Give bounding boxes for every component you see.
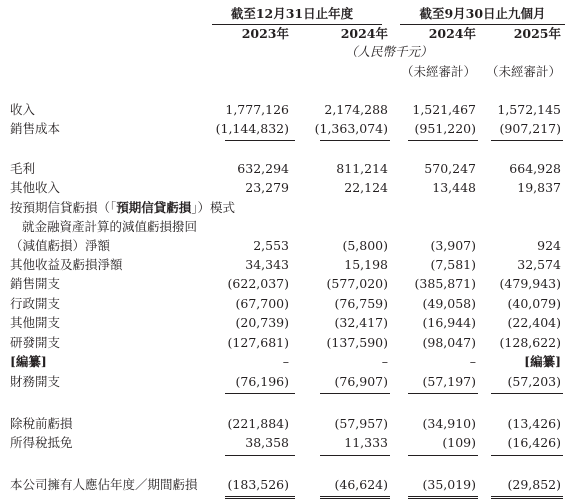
header-unaudited-2: （未經審計） [485,64,561,79]
cell: 1,521,467 [412,102,476,117]
cell: (479,943) [499,276,561,291]
row-label-loss-before-tax: 除稅前虧損 [10,416,73,431]
cell: (109) [442,435,476,450]
cell: 2,174,288 [324,102,388,117]
subtotal-rule [491,140,563,141]
row-label-other-income: 其他收入 [10,180,61,195]
total-rule [320,496,390,499]
cell: 22,124 [344,180,388,195]
cell: (76,196) [235,374,289,389]
cell: (221,884) [227,416,289,431]
cell: (1,363,074) [314,121,388,136]
row-label-selling-expenses: 銷售開支 [10,276,61,291]
header-rule-nine [400,24,565,25]
cell: [編纂] [524,354,561,369]
cell: (29,852) [507,477,561,492]
cell: (385,871) [414,276,476,291]
cell: (16,426) [507,435,561,450]
cell: (22,404) [507,315,561,330]
row-label-income-tax-credit: 所得稅抵免 [10,435,73,450]
cell: 34,343 [245,257,289,272]
cell: (57,203) [507,374,561,389]
cell: (57,197) [422,374,476,389]
cell: (20,739) [235,315,289,330]
cell: (577,020) [326,276,388,291]
total-rule [491,496,563,499]
cell: 32,574 [517,257,561,272]
cell: 19,837 [517,180,561,195]
subtotal-rule [491,393,563,394]
cell: 23,279 [245,180,289,195]
cell: 664,928 [509,161,561,176]
row-label-finance-costs: 財務開支 [10,374,61,389]
cell: 38,358 [245,435,289,450]
cell: 15,198 [344,257,388,272]
header-rule-year [212,24,382,25]
cell: (32,417) [334,315,388,330]
cell: (49,058) [422,296,476,311]
cell: (35,019) [422,477,476,492]
subtotal-rule [320,455,390,456]
row-label-ecl-line2: 就金融資產計算的減值虧損撥回 [22,219,198,234]
cell: 924 [537,238,561,253]
header-unaudited-1: （未經審計） [400,64,476,79]
cell: 632,294 [237,161,289,176]
row-label-gross-profit: 毛利 [10,161,36,176]
header-group-nine: 截至9月30日止九個月 [419,6,546,21]
row-label-other-expenses: 其他開支 [10,315,61,330]
cell: (76,759) [334,296,388,311]
cell: – [282,354,289,369]
cell: (76,907) [334,374,388,389]
cell: (907,217) [499,121,561,136]
cell: 811,214 [336,161,388,176]
row-label-redacted: [編纂] [10,354,47,369]
cell: (127,681) [227,335,289,350]
cell: – [469,354,476,369]
cell: (183,526) [227,477,289,492]
header-col-2024-9m: 2024年 [428,26,476,41]
cell: (98,047) [422,335,476,350]
row-label-other-gains-losses: 其他收益及虧損淨額 [10,257,123,272]
header-group-year: 截至12月31日止年度 [230,6,354,21]
row-label-ecl-line1: 按預期信貸虧損（「預期信貸虧損」）模式 [10,200,236,215]
header-col-2023: 2023年 [241,26,289,41]
row-label-ecl-line3: （減值虧損）淨額 [10,238,111,253]
subtotal-rule [320,393,390,394]
cell: (5,800) [342,238,388,253]
cell: (951,220) [414,121,476,136]
cell: (34,910) [422,416,476,431]
cell: (137,590) [326,335,388,350]
subtotal-rule [491,455,563,456]
cell: (16,944) [422,315,476,330]
cell: (622,037) [227,276,289,291]
cell: (40,079) [507,296,561,311]
cell: (128,622) [499,335,561,350]
subtotal-rule [225,455,295,456]
cell: 2,553 [253,238,289,253]
total-rule [408,496,478,499]
cell: 11,333 [344,435,388,450]
row-label-loss-attributable: 本公司擁有人應佔年度／期間虧損 [10,477,198,492]
cell: (46,624) [334,477,388,492]
cell: (1,144,832) [215,121,289,136]
cell: (13,426) [507,416,561,431]
subtotal-rule [408,140,478,141]
row-label-rnd-expenses: 研發開支 [10,335,61,350]
cell: 1,572,145 [497,102,561,117]
row-label-revenue: 收入 [10,102,36,117]
header-col-2024: 2024年 [340,26,388,41]
total-rule [225,496,295,499]
cell: (3,907) [430,238,476,253]
cell: – [381,354,388,369]
subtotal-rule [408,393,478,394]
row-label-cost-of-sales: 銷售成本 [10,121,61,136]
subtotal-rule [320,140,390,141]
header-currency: （人民幣千元） [345,44,433,59]
subtotal-rule [408,455,478,456]
cell: (67,700) [235,296,289,311]
cell: (57,957) [334,416,388,431]
cell: (7,581) [430,257,476,272]
subtotal-rule [225,393,295,394]
cell: 13,448 [432,180,476,195]
cell: 570,247 [424,161,476,176]
subtotal-rule [225,140,295,141]
row-label-admin-expenses: 行政開支 [10,296,61,311]
cell: 1,777,126 [225,102,289,117]
header-col-2025: 2025年 [513,26,561,41]
